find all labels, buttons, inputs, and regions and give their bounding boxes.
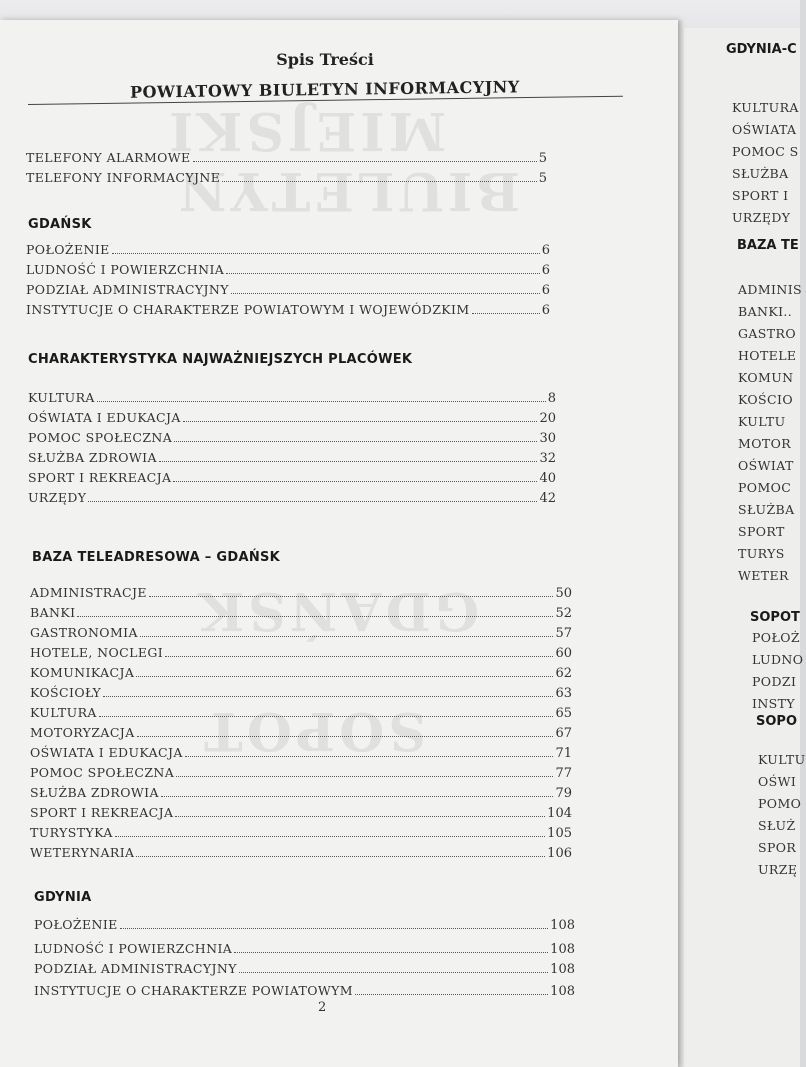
dot-leader [472, 303, 540, 314]
right-toc-entry: KULTURA [732, 100, 799, 115]
toc-entry-label: ADMINISTRACJE [30, 585, 147, 600]
right-toc-entry: GASTRO [738, 326, 796, 341]
toc-entry-page: 108 [550, 962, 575, 977]
dot-leader [97, 391, 546, 402]
toc-entry-label: OŚWIATA I EDUKACJA [28, 410, 181, 425]
right-toc-entry: LUDNO [752, 652, 804, 667]
toc-entry-label: WETERYNARIA [30, 845, 135, 860]
section-heading: GDYNIA [34, 890, 92, 905]
toc-entry-page: 20 [539, 411, 556, 426]
dot-leader [193, 151, 537, 162]
toc-entry-label: LUDNOŚĆ I POWIERZCHNIA [26, 262, 225, 277]
right-toc-entry: SPOR [758, 840, 797, 855]
toc-entry-label: SPORT I REKREACJA [30, 805, 174, 820]
toc-entry-label: PODZIAŁ ADMINISTRACYJNY [34, 961, 237, 976]
toc-entry [30, 765, 572, 781]
toc-entry-page: 63 [555, 686, 572, 701]
toc-entry-page: 6 [541, 243, 550, 258]
toc-entry [34, 961, 575, 977]
toc-entry-label: LUDNOŚĆ I POWIERZCHNIA [34, 941, 233, 956]
dot-leader [183, 411, 538, 422]
right-heading-baza: BAZA TE [737, 238, 799, 253]
right-toc-entry: KOŚCIO [738, 392, 793, 407]
toc-entry [28, 450, 556, 466]
toc-entry [26, 242, 550, 258]
toc-entry-page: 32 [539, 451, 556, 466]
toc-entry-label: OŚWIATA I EDUKACJA [30, 745, 183, 760]
right-toc-entry: POMOC [738, 480, 792, 495]
toc-entry [30, 785, 572, 801]
toc-entry [26, 282, 550, 298]
toc-entry-label: HOTELE, NOCLEGI [30, 645, 164, 660]
page-title: Spis Treści [276, 50, 374, 69]
section-heading: BAZA TELEADRESOWA – GDAŃSK [32, 550, 281, 565]
watermark-show-through: GDAŃSK [195, 580, 480, 641]
toc-entry-page: 106 [547, 846, 572, 861]
toc-entry-label: PODZIAŁ ADMINISTRACYJNY [26, 282, 229, 297]
toc-entry-page: 40 [539, 471, 556, 486]
toc-entry-label: SPORT I REKREACJA [28, 470, 172, 485]
toc-entry [28, 490, 556, 506]
dot-leader [103, 686, 553, 697]
right-toc-entry: SŁUŻBA [732, 166, 789, 181]
toc-entry-label: SŁUŻBA ZDROWIA [28, 450, 157, 465]
toc-entry [26, 150, 547, 166]
dot-leader [88, 491, 537, 502]
toc-entry-page: 6 [541, 263, 550, 278]
toc-entry-label: POMOC SPOŁECZNA [28, 430, 173, 445]
dot-leader [77, 606, 553, 617]
toc-entry-page: 104 [547, 806, 572, 821]
toc-entry [34, 983, 575, 999]
section-heading: GDAŃSK [28, 217, 92, 232]
dot-leader [226, 263, 540, 274]
right-toc-entry: MOTOR [738, 436, 792, 451]
dot-leader [165, 646, 553, 657]
right-toc-entry: OŚWIATA [732, 122, 797, 137]
right-toc-entry: POŁOŻ [752, 630, 800, 645]
toc-entry-page: 30 [539, 431, 556, 446]
dot-leader [137, 726, 554, 737]
toc-entry [30, 725, 572, 741]
toc-entry-page: 60 [555, 646, 572, 661]
right-toc-entry: HOTELE [738, 348, 797, 363]
toc-entry-label: BANKI [30, 605, 76, 620]
right-toc-entry: SPORT I [732, 188, 789, 203]
dot-leader [185, 746, 554, 757]
right-toc-entry: SŁUŻ [758, 818, 796, 833]
page-subtitle: POWIATOWY BIULETYN INFORMACYJNY [129, 77, 520, 102]
toc-entry [30, 685, 572, 701]
right-toc-entry: KULTU [758, 752, 806, 767]
toc-entry [28, 470, 556, 486]
toc-entry [30, 705, 572, 721]
right-toc-entry: SŁUŻBA [738, 502, 795, 517]
toc-entry-label: KULTURA [28, 390, 95, 405]
dot-leader [231, 283, 540, 294]
toc-entry-label: POŁOŻENIE [34, 917, 118, 932]
toc-entry [30, 825, 572, 841]
dot-leader [161, 786, 554, 797]
page-number: 2 [318, 1000, 327, 1015]
right-toc-entry: URZĘDY [732, 210, 791, 225]
dot-leader [115, 826, 545, 837]
right-toc-entry: SPORT [738, 524, 785, 539]
dot-leader [136, 846, 545, 857]
toc-entry-label: GASTRONOMIA [30, 625, 138, 640]
toc-entry [30, 805, 572, 821]
right-toc-entry: OŚWI [758, 774, 797, 789]
right-toc-entry: INSTY [752, 696, 796, 711]
toc-entry-page: 67 [555, 726, 572, 741]
toc-entry [26, 262, 550, 278]
right-page [682, 28, 806, 1067]
toc-entry-page: 8 [547, 391, 556, 406]
dot-leader [99, 706, 554, 717]
section-heading: CHARAKTERYSTYKA NAJWAŻNIEJSZYCH PLACÓWEK [28, 352, 413, 367]
toc-entry-label: KOŚCIOŁY [30, 685, 102, 700]
dot-leader [112, 243, 540, 254]
toc-entry-page: 5 [538, 151, 547, 166]
toc-entry [30, 665, 572, 681]
toc-entry-page: 62 [555, 666, 572, 681]
dot-leader [176, 766, 553, 777]
toc-entry [30, 585, 572, 601]
dot-leader [159, 451, 538, 462]
toc-entry [30, 645, 572, 661]
right-toc-entry: URZĘ [758, 862, 798, 877]
right-toc-entry: PODZI [752, 674, 797, 689]
toc-entry-label: KOMUNIKACJA [30, 665, 135, 680]
toc-entry-page: 42 [539, 491, 556, 506]
right-heading-sopot-2: SOPO [756, 714, 797, 729]
toc-entry [34, 941, 575, 957]
dot-leader [234, 942, 548, 953]
toc-entry-page: 108 [550, 918, 575, 933]
toc-entry [28, 410, 556, 426]
toc-entry-label: POMOC SPOŁECZNA [30, 765, 175, 780]
dot-leader [149, 586, 554, 597]
toc-entry-label: SŁUŻBA ZDROWIA [30, 785, 159, 800]
dot-leader [173, 471, 537, 482]
toc-entry-page: 65 [555, 706, 572, 721]
toc-entry-page: 108 [550, 984, 575, 999]
toc-entry-page: 52 [555, 606, 572, 621]
right-toc-entry: TURYS [738, 546, 785, 561]
dot-leader [355, 984, 548, 995]
dot-leader [174, 431, 537, 442]
toc-entry-label: INSTYTUCJE O CHARAKTERZE POWIATOWYM [34, 983, 353, 998]
dot-leader [136, 666, 553, 677]
toc-entry [30, 625, 572, 641]
toc-entry [34, 917, 575, 933]
right-toc-entry: POMOC S [732, 144, 799, 159]
toc-entry-label: TELEFONY ALARMOWE [26, 150, 191, 165]
toc-entry-label: MOTORYZACJA [30, 725, 135, 740]
right-heading-gdynia: GDYNIA-C [726, 42, 797, 57]
toc-entry-page: 79 [555, 786, 572, 801]
right-toc-entry: WETER [738, 568, 789, 583]
right-toc-entry: BANKI.. [738, 304, 793, 319]
dot-leader [120, 918, 548, 929]
toc-entry-page: 108 [550, 942, 575, 957]
toc-entry-page: 71 [555, 746, 572, 761]
watermark-show-through: MIEJSKI [165, 100, 447, 161]
toc-entry [30, 605, 572, 621]
toc-entry [30, 845, 572, 861]
right-heading-sopot: SOPOT [750, 610, 800, 625]
toc-entry-label: TELEFONY INFORMACYJNE [26, 170, 221, 185]
toc-entry-label: INSTYTUCJE O CHARAKTERZE POWIATOWYM I WOJEWÓDZKIM [26, 302, 470, 317]
watermark-show-through: BIULETYN [175, 160, 521, 221]
right-toc-entry: KULTU [738, 414, 786, 429]
toc-entry [26, 170, 547, 186]
toc-entry [28, 390, 556, 406]
right-toc-entry: ADMINIS [738, 282, 803, 297]
toc-entry [30, 745, 572, 761]
toc-entry-page: 5 [538, 171, 547, 186]
right-toc-entry: KOMUN [738, 370, 794, 385]
toc-entry-label: URZĘDY [28, 490, 87, 505]
toc-entry-page: 6 [541, 303, 550, 318]
toc-entry-page: 50 [555, 586, 572, 601]
toc-entry-page: 57 [555, 626, 572, 641]
dot-leader [140, 626, 554, 637]
toc-entry-label: KULTURA [30, 705, 97, 720]
right-toc-entry: OŚWIAT [738, 458, 794, 473]
dot-leader [239, 962, 548, 973]
toc-entry-page: 6 [541, 283, 550, 298]
dot-leader [175, 806, 545, 817]
watermark-show-through: SOPOT [200, 700, 426, 761]
toc-entry [28, 430, 556, 446]
toc-entry-label: TURYSTYKA [30, 825, 113, 840]
toc-entry [26, 302, 550, 318]
dot-leader [222, 171, 536, 182]
toc-entry-page: 77 [555, 766, 572, 781]
toc-entry-page: 105 [547, 826, 572, 841]
right-toc-entry: POMO [758, 796, 802, 811]
toc-entry-label: POŁOŻENIE [26, 242, 110, 257]
